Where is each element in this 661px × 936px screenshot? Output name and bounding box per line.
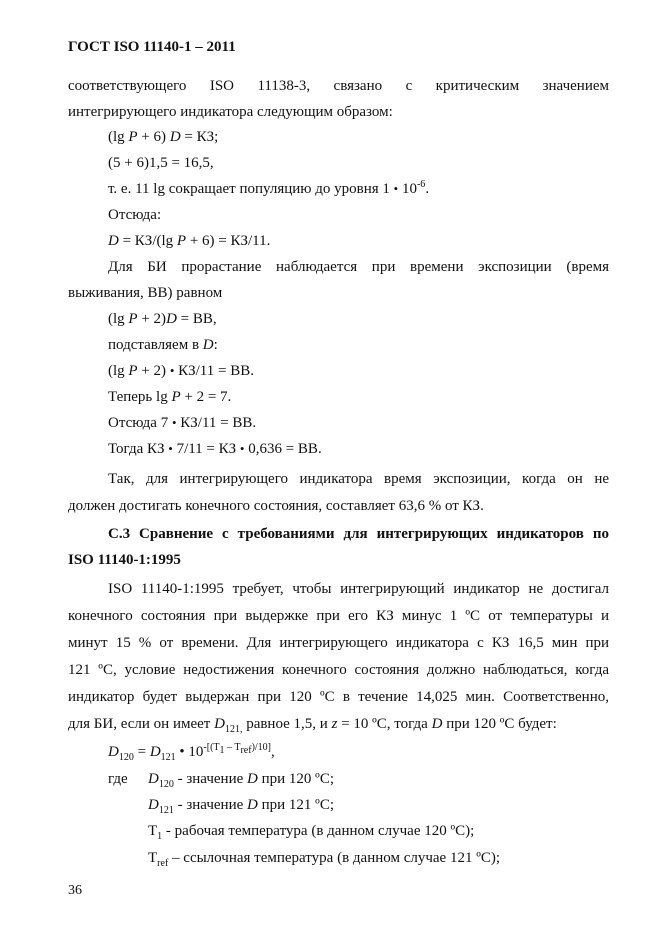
text-line: 121 ºС, условие недостижения конечного состояния должно наблюдаться, когда <box>68 662 609 678</box>
document-header: ГОСТ ISO 11140-1 – 2011 <box>68 39 236 55</box>
text-line: подставляем в D: <box>108 337 218 353</box>
text-line: индикатор будет выдержан при 120 ºС в течение 14,025 мин. Соответственно, <box>68 689 609 705</box>
text-line: для БИ, если он имеет $D_{121,}$ равное 1,5, и z = 10 ºС, тогда D при 120 ºС будет: <box>68 716 557 735</box>
equation-line: Теперь lg P + 2 = 7. <box>108 389 232 405</box>
equation-line: (lg P + 2)D = ВВ, <box>108 311 217 327</box>
text-line: Так, для интегрирующего индикатора время экспозиции, когда он не <box>108 471 609 487</box>
legend-item: $D_{121}$ - значение D при 121 ºС; <box>148 797 334 816</box>
section-heading: С.3 Сравнение с требованиями для интегрирующих индикаторов по <box>108 526 609 542</box>
text-line: минут 15 % от времени. Для интегрирующего индикатора с КЗ 16,5 мин при <box>68 635 609 651</box>
text-line: соответствующего ISO 11138-3, связано с критическим значением <box>68 78 609 94</box>
equation-line: Отсюда 7 • КЗ/11 = ВВ. <box>108 415 257 431</box>
text-line: выживания, ВВ) равном <box>68 285 223 301</box>
text-line: т. е. 11 lg сокращает популяцию до уровня 1 • $10^{-6}$. <box>108 179 430 197</box>
legend-item: $T_1$ - рабочая температура (в данном случае 120 ºС); <box>148 823 475 842</box>
equation-line: (lg P + 6) D = КЗ; <box>108 129 219 145</box>
legend-item: $T_{ref}$ – ссылочная температура (в данном случае 121 ºС); <box>148 850 501 869</box>
text-line: интегрирующего индикатора следующим образом: <box>68 104 393 120</box>
equation-line: D = КЗ/(lg P + 6) = КЗ/11. <box>108 233 271 249</box>
text-line: Для БИ прорастание наблюдается при времени экспозиции (время <box>108 259 609 275</box>
text-line: Отсюда: <box>108 207 162 223</box>
equation-line: (5 + 6)1,5 = 16,5, <box>108 155 214 171</box>
where-label: где <box>108 771 128 787</box>
legend-item: $D_{120}$ - значение D при 120 ºС; <box>148 771 334 790</box>
text-line: конечного состояния при выдержке при его КЗ минус 1 ºС от температуры и <box>68 608 609 624</box>
text-line: ISO 11140-1:1995 требует, чтобы интегрирующий индикатор не достигал <box>108 581 609 597</box>
equation-line: (lg P + 2) • КЗ/11 = ВВ. <box>108 363 254 379</box>
section-heading: ISO 11140-1:1995 <box>68 552 181 568</box>
page-number: 36 <box>68 883 82 898</box>
formula: $D_{120} = D_{121}$ • $10^{-[(T_1 - T_{ref})/10]}$, <box>108 742 275 763</box>
equation-line: Тогда КЗ • 7/11 = КЗ • 0,636 = ВВ. <box>108 441 322 457</box>
text-line: должен достигать конечного состояния, составляет 63,6 % от КЗ. <box>68 498 484 514</box>
